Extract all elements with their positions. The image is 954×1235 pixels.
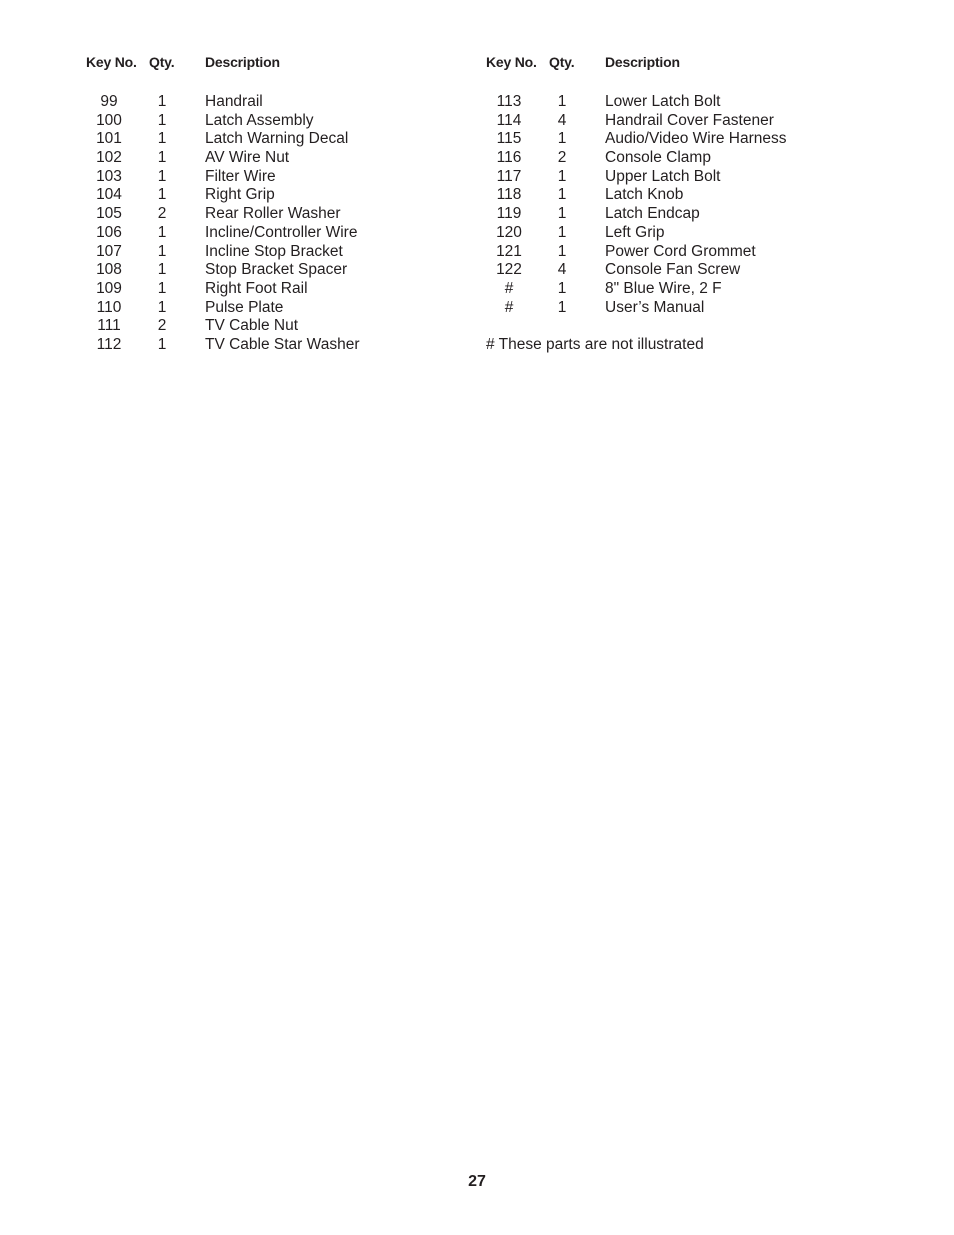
qty-cell: 1: [557, 186, 567, 204]
qty-cell: 1: [157, 111, 167, 129]
key-no-cell: 117: [496, 167, 522, 185]
key-no-cell: 109: [96, 279, 122, 297]
qty-cell: 1: [557, 205, 567, 223]
qty-cell: 1: [557, 167, 567, 185]
description-cell: 8" Blue Wire, 2 F: [605, 279, 722, 297]
qty-cell: 1: [157, 298, 167, 316]
description-cell: Handrail: [205, 93, 263, 110]
key-no-cell: 103: [96, 167, 122, 185]
key-no-cell: 118: [496, 186, 522, 204]
description-cell: TV Cable Star Washer: [205, 335, 360, 353]
header-key-no: Key No.: [86, 54, 137, 70]
qty-cell: 1: [557, 223, 567, 241]
description-cell: TV Cable Nut: [205, 317, 299, 335]
qty-cell: 1: [557, 279, 567, 297]
description-cell: Stop Bracket Spacer: [205, 261, 348, 279]
key-no-cell: 105: [96, 205, 122, 223]
qty-cell: 1: [557, 93, 567, 110]
description-cell: Latch Assembly: [205, 111, 314, 129]
key-no-cell: 102: [96, 149, 122, 167]
key-no-cell: 108: [96, 261, 122, 279]
description-cell: User’s Manual: [605, 298, 705, 316]
header-key-no: Key No.: [486, 54, 537, 70]
key-no-cell: 111: [97, 317, 121, 335]
key-no-cell: 116: [496, 149, 522, 167]
key-no-cell: 106: [96, 223, 122, 241]
key-no-cell: 99: [100, 93, 118, 110]
key-no-cell: 115: [496, 130, 522, 148]
qty-cell: 4: [557, 111, 567, 129]
description-cell: Power Cord Grommet: [605, 242, 756, 260]
description-cell: Console Clamp: [605, 149, 711, 167]
qty-cell: 4: [557, 261, 567, 279]
key-no-cell: #: [504, 298, 514, 316]
key-no-cell: 114: [496, 111, 522, 129]
key-no-cell: 113: [496, 93, 522, 110]
description-cell: Rear Roller Washer: [205, 205, 341, 223]
qty-cell: 1: [157, 167, 167, 185]
key-no-cell: 101: [96, 130, 122, 148]
description-cell: AV Wire Nut: [205, 149, 290, 167]
description-cell: Filter Wire: [205, 167, 276, 185]
qty-cell: 1: [157, 223, 167, 241]
description-cell: Right Grip: [205, 186, 275, 204]
qty-cell: 1: [157, 93, 167, 110]
qty-cell: 1: [157, 261, 167, 279]
description-cell: Latch Knob: [605, 186, 684, 204]
qty-cell: 1: [557, 298, 567, 316]
description-cell: Handrail Cover Fastener: [605, 111, 774, 129]
description-cell: Pulse Plate: [205, 298, 284, 316]
description-cell: Latch Warning Decal: [205, 130, 349, 148]
qty-cell: 1: [157, 130, 167, 148]
key-no-cell: #: [504, 279, 514, 297]
qty-cell: 1: [157, 149, 167, 167]
qty-cell: 1: [157, 242, 167, 260]
key-no-cell: 119: [496, 205, 522, 223]
key-no-cell: 112: [96, 335, 122, 353]
qty-cell: 1: [157, 335, 167, 353]
key-no-cell: 121: [496, 242, 522, 260]
description-cell: Audio/Video Wire Harness: [605, 130, 787, 148]
qty-cell: 1: [157, 279, 167, 297]
header-qty: Qty.: [149, 54, 175, 70]
qty-cell: 1: [557, 130, 567, 148]
qty-cell: 2: [157, 317, 167, 335]
description-cell: Latch Endcap: [605, 205, 700, 223]
description-cell: Lower Latch Bolt: [605, 93, 721, 110]
header-description: Description: [205, 54, 280, 70]
qty-cell: 1: [157, 186, 167, 204]
header-description: Description: [605, 54, 680, 70]
description-cell: Console Fan Screw: [605, 261, 741, 279]
qty-cell: 1: [557, 242, 567, 260]
key-no-cell: 120: [496, 223, 522, 241]
qty-cell: 2: [157, 205, 167, 223]
key-no-cell: 100: [96, 111, 122, 129]
not-illustrated-footnote: # These parts are not illustrated: [486, 336, 704, 353]
description-cell: Right Foot Rail: [205, 279, 308, 297]
description-cell: Left Grip: [605, 223, 665, 241]
description-cell: Incline/Controller Wire: [205, 223, 358, 241]
key-no-cell: 104: [96, 186, 122, 204]
page-number: 27: [468, 1173, 486, 1190]
description-cell: Incline Stop Bracket: [205, 242, 343, 260]
key-no-cell: 122: [496, 261, 522, 279]
key-no-cell: 110: [96, 298, 122, 316]
key-no-cell: 107: [96, 242, 122, 260]
qty-cell: 2: [557, 149, 567, 167]
description-cell: Upper Latch Bolt: [605, 167, 721, 185]
header-qty: Qty.: [549, 54, 575, 70]
